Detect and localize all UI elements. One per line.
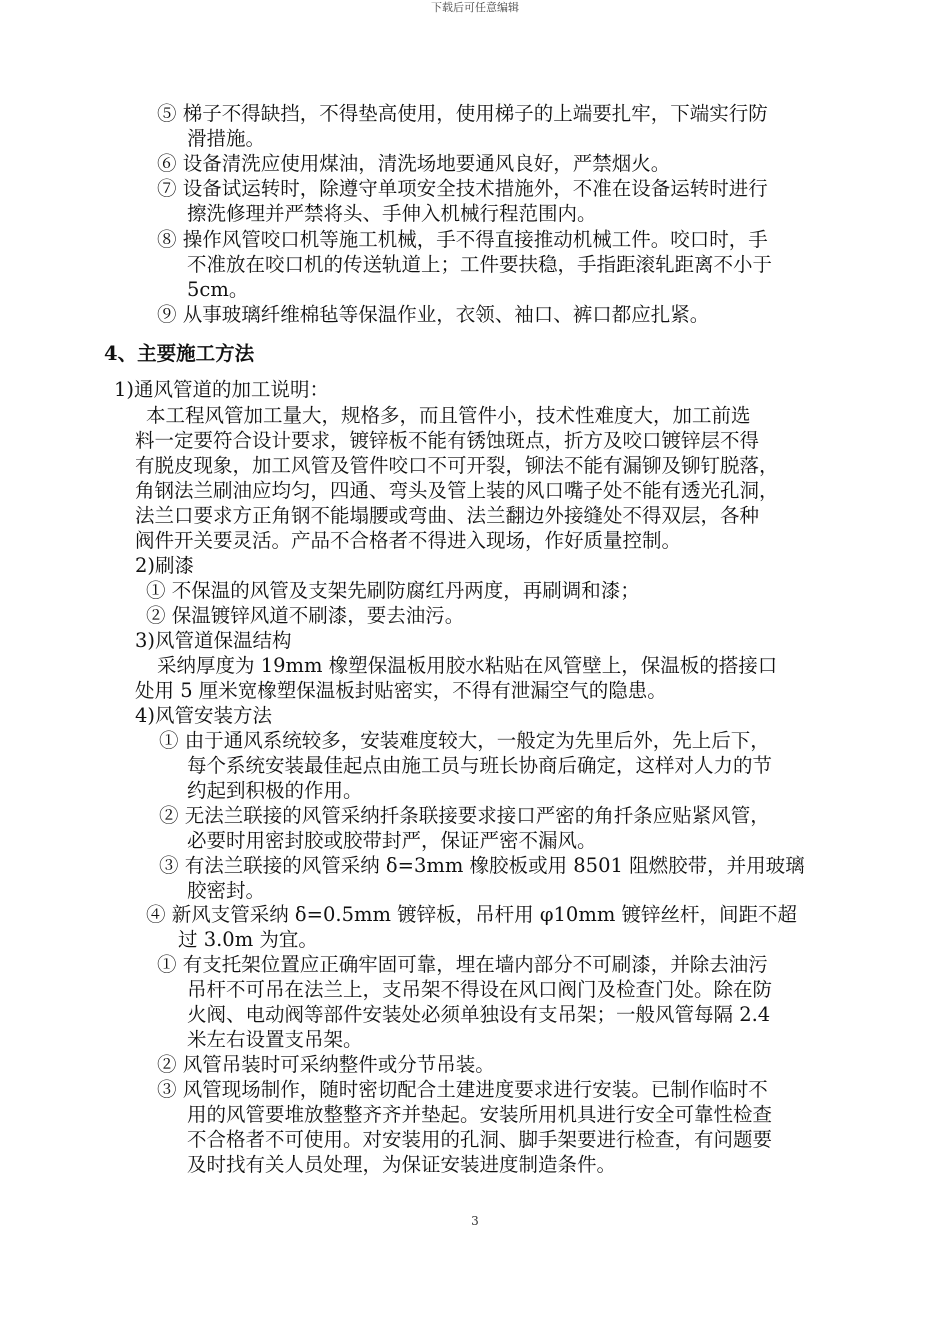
page-number: 3 [471,1214,479,1228]
subsection-title: 2)刷漆 [135,554,195,577]
paragraph-line: 法兰口要求方正角钢不能塌腰或弯曲、法兰翻边外接缝处不得双层，各种 [135,504,760,527]
list-item-continuation: 滑措施。 [187,127,266,150]
list-item: ⑦ 设备试运转时，除遵守单项安全技术措施外，不准在设备运转时进行 [157,177,768,200]
subsection-title: 4)风管安装方法 [135,704,273,727]
subsection-title: 1)通风管道的加工说明： [114,378,330,401]
list-item-continuation: 必要时用密封胶或胶带封严，保证严密不漏风。 [187,829,597,852]
page-header: 下载后可任意编辑 [431,1,519,14]
paragraph-line: 采纳厚度为 19mm 橡塑保温板用胶水粘贴在风管壁上，保温板的搭接口 [157,654,778,677]
list-item-continuation: 用的风管要堆放整整齐齐并垫起。安装所用机具进行安全可靠性检查 [187,1103,773,1126]
list-item: ⑧ 操作风管咬口机等施工机械，手不得直接推动机械工件。咬口时，手 [157,228,768,251]
list-item-continuation: 及时找有关人员处理，为保证安装进度制造条件。 [187,1153,617,1176]
list-item-continuation: 不合格者不可使用。对安装用的孔洞、脚手架要进行检查，有问题要 [187,1128,773,1151]
paragraph-line: 角钢法兰刷油应均匀，四通、弯头及管上装的风口嘴子处不能有透光孔洞， [135,479,779,502]
list-item: ② 保温镀锌风道不刷漆，要去油污。 [146,604,465,627]
list-item-continuation: 胶密封。 [187,879,266,902]
paragraph-line: 处用 5 厘米宽橡塑保温板封贴密实，不得有泄漏空气的隐患。 [135,679,667,702]
paragraph-line: 本工程风管加工量大，规格多，而且管件小，技术性难度大，加工前选 [146,404,751,427]
list-item-continuation: 米左右设置支吊架。 [187,1028,363,1051]
list-item: ③ 有法兰联接的风管采纳 δ=3mm 橡胶板或用 8501 阻燃胶带，并用玻璃 [159,854,805,877]
list-item: ③ 风管现场制作，随时密切配合土建进度要求进行安装。已制作临时不 [157,1078,768,1101]
paragraph-line: 料一定要符合设计要求，镀锌板不能有锈蚀斑点，折方及咬口镀锌层不得 [135,429,760,452]
list-item-continuation: 不准放在咬口机的传送轨道上；工件要扶稳，手指距滚轧距离不小于 [187,253,773,276]
list-item-continuation: 约起到积极的作用。 [187,779,363,802]
section-heading: 4、主要施工方法 [104,342,255,365]
list-item: ① 有支托架位置应正确牢固可靠，埋在墙内部分不可刷漆，并除去油污 [157,953,768,976]
list-item: ② 风管吊装时可采纳整件或分节吊装。 [157,1053,495,1076]
paragraph-line: 阀件开关要灵活。产品不合格者不得进入现场，作好质量控制。 [135,529,682,552]
list-item: ⑤ 梯子不得缺挡，不得垫高使用，使用梯子的上端要扎牢，下端实行防 [157,102,768,125]
list-item-continuation: 每个系统安装最佳起点由施工员与班长协商后确定，这样对人力的节 [187,754,773,777]
list-item: ⑥ 设备清洗应使用煤油，清洗场地要通风良好，严禁烟火。 [157,152,671,175]
subsection-title: 3)风管道保温结构 [135,629,292,652]
list-item-continuation: 过 3.0m 为宜。 [178,928,318,951]
list-item-continuation: 5cm。 [187,278,249,301]
list-item-continuation: 吊杆不可吊在法兰上，支吊架不得设在风口阀门及检查门处。除在防 [187,978,773,1001]
list-item: ⑨ 从事玻璃纤维棉毡等保温作业，衣领、袖口、裤口都应扎紧。 [157,303,710,326]
list-item-continuation: 擦洗修理并严禁将头、手伸入机械行程范围内。 [187,202,597,225]
list-item: ① 由于通风系统较多，安装难度较大，一般定为先里后外，先上后下， [159,729,770,752]
list-item: ① 不保温的风管及支架先刷防腐红丹两度，再刷调和漆； [146,579,640,602]
list-item: ② 无法兰联接的风管采纳扦条联接要求接口严密的角扦条应贴紧风管， [159,804,770,827]
list-item: ④ 新风支管采纳 δ=0.5mm 镀锌板，吊杆用 φ10mm 镀锌丝杆，间距不超 [146,903,798,926]
list-item-continuation: 火阀、电动阀等部件安装处必须单独设有支吊架；一般风管每隔 2.4 [187,1003,771,1026]
paragraph-line: 有脱皮现象，加工风管及管件咬口不可开裂，铆法不能有漏铆及铆钉脱落， [135,454,779,477]
